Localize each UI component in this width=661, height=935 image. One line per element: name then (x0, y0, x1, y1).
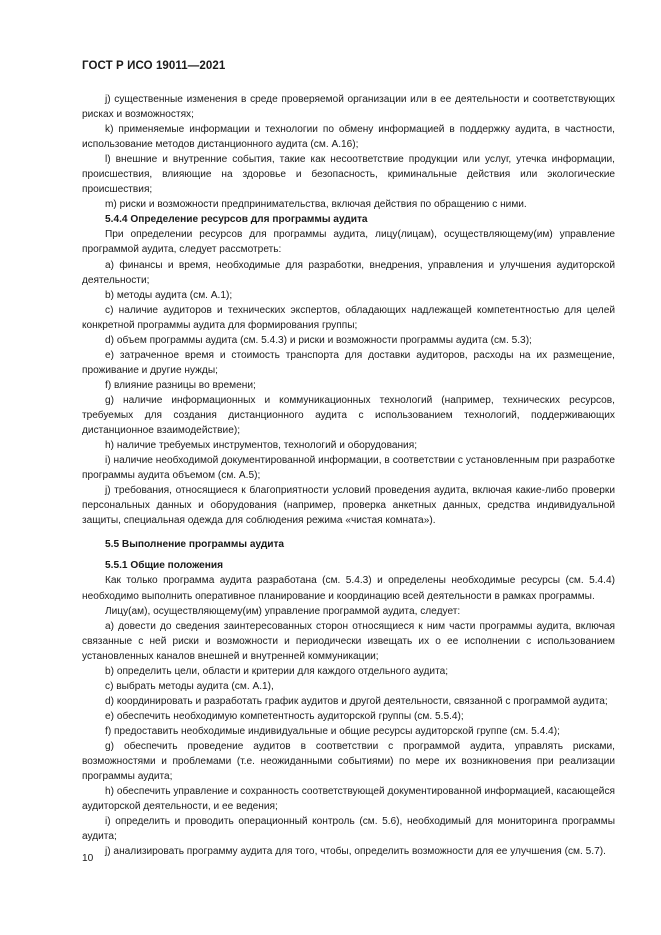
list-item: m) риски и возможности предпринимательства, включая действия по обращению с ними. (105, 199, 527, 211)
list-item: f) влияние разницы во времени; (105, 379, 256, 391)
section-heading: 5.5 Выполнение программы аудита (105, 539, 285, 551)
list-item: h) обеспечить управление и сохранность соответствующей документированной информацией, касающейся аудиторской деятельности, и ее ведения; (82, 786, 615, 813)
document-body (82, 92, 615, 859)
list-item: d) объем программы аудита (см. 5.4.3) и риски и возможности программы аудита (см. 5.3); (105, 334, 532, 346)
paragraph: При определении ресурсов для программы аудита, лицу(лицам), осуществляющему(им) управление программой аудита, следует рассмотреть: (82, 229, 615, 256)
list-item: a) довести до сведения заинтересованных сторон относящиеся к ним части программы аудита, включая связанные с ней риски и возможности и периодически извещать их о ее исполнении с использованием установленных каналов внешней и внутренней коммуникации; (82, 620, 615, 662)
list-item: j) требования, относящиеся к благоприятности условий проведения аудита, включая какие-либо проверки персональных данных и оборудования (например, проверка анкетных данных, средства индивидуальной защиты, специальная одежда для соблюдения режима «чистая комната»). (82, 485, 615, 527)
list-item: c) наличие аудиторов и технических экспертов, обладающих надлежащей компетентностью для целей конкретной программы аудита для формирования группы; (82, 304, 615, 331)
list-item: h) наличие требуемых инструментов, технологий и оборудования; (105, 440, 418, 452)
list-item: g) наличие информационных и коммуникационных технологий (например, технических ресурсов, требуемых для создания дистанционного аудита с использованием технологий, поддерживающих дистанционное взаимодействие); (82, 394, 615, 437)
list-item: j) анализировать программу аудита для того, чтобы, определить возможности для ее улучшения (см. 5.7). (105, 846, 606, 858)
list-item: e) обеспечить необходимую компетентность аудиторской группы (см. 5.5.4); (105, 710, 464, 722)
list-item: c) выбрать методы аудита (см. А.1), (105, 680, 274, 692)
list-item: g) обеспечить проведение аудитов в соответствии с программой аудита, управлять рисками, возможностями и проблемами (т.е. неожиданными событиями) по мере их возникновения при реализации программы аудита; (82, 740, 615, 783)
list-item: d) координировать и разработать график аудитов и другой деятельности, связанной с программой аудита; (105, 695, 608, 707)
list-item: a) финансы и время, необходимые для разработки, внедрения, управления и улучшения аудиторской деятельности; (82, 259, 615, 286)
list-item: j) существенные изменения в среде проверяемой организации или в ее деятельности и соответствующих рисках и возможностях; (82, 94, 615, 121)
document-header: ГОСТ Р ИСО 19011—2021 (82, 60, 226, 72)
list-item: i) определить и проводить операционный контроль (см. 5.6), необходимый для мониторинга программы аудита; (82, 816, 615, 843)
paragraph: Лицу(ам), осуществляющему(им) управление программой аудита, следует: (105, 605, 461, 617)
page-number: 10 (82, 853, 94, 864)
list-item: k) применяемые информации и технологии по обмену информацией в поддержку аудита, в частности, использование методов дистанционного аудита (см. А.16); (82, 124, 615, 151)
paragraph: Как только программа аудита разработана (см. 5.4.3) и определены необходимые ресурсы (см. 5.4.4) необходимо выполнить оперативное планирование и координацию всей деятельности в рамках программы. (82, 575, 615, 602)
list-item: b) методы аудита (см. А.1); (105, 289, 233, 301)
list-item: l) внешние и внутренние события, такие как несоответствие продукции или услуг, утечка информации, происшествия, влияющие на здоровье и безопасность, криминальные действия или экологические происшествия; (82, 154, 615, 196)
list-item: e) затраченное время и стоимость транспорта для доставки аудиторов, расходы на их размещение, проживание и другие нужды; (82, 349, 615, 376)
list-item: f) предоставить необходимые индивидуальные и общие ресурсы аудиторской группе (см. 5.4.4); (105, 725, 560, 737)
list-item: b) определить цели, области и критерии для каждого отдельного аудита; (105, 665, 449, 677)
list-item: i) наличие необходимой документированной информации, в соответствии с установленным при разработке программы аудита объемом (см. А.5); (82, 455, 615, 482)
subsection-heading: 5.5.1 Общие положения (105, 560, 223, 572)
section-heading: 5.4.4 Определение ресурсов для программы аудита (105, 214, 368, 226)
